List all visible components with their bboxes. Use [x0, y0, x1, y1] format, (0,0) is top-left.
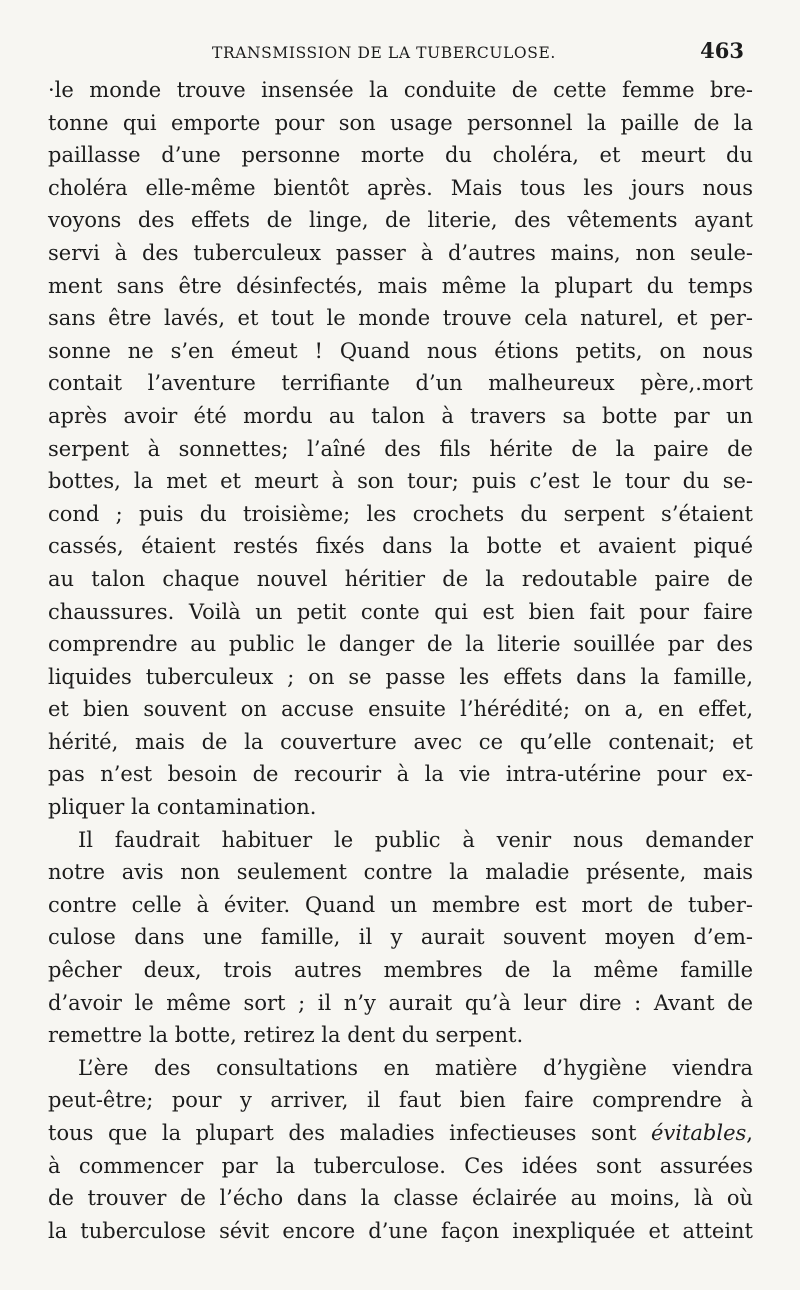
text-line: à commencer par la tuberculose. Ces idées sont assurées — [48, 1153, 753, 1178]
text-line: la tuberculose sévit encore d’une façon inexpliquée et atteint — [48, 1218, 753, 1243]
text-line-with-italic — [48, 1117, 753, 1150]
text-line: bottes, la met et meurt à son tour; puis c’est le tour du se- — [48, 469, 753, 494]
text-line: comprendre au public le danger de la literie souillée par des — [48, 632, 753, 657]
text-line: paillasse d’une personne morte du choléra, et meurt du — [48, 143, 753, 168]
text-line: sans être lavés, et tout le monde trouve cela naturel, et per- — [48, 306, 753, 331]
text-segment: , — [746, 1121, 753, 1145]
text-line: de trouver de l’écho dans la classe éclairée au moins, là où — [48, 1186, 753, 1211]
text-line: après avoir été mordu au talon à travers sa botte par un — [48, 403, 753, 428]
text-line: pêcher deux, trois autres membres de la même famille — [48, 958, 753, 983]
text-line: hérité, mais de la couverture avec ce qu’elle contenait; et — [48, 729, 753, 754]
text-line: contait l’aventure terrifiante d’un malheureux père,.mort — [48, 371, 753, 396]
text-line: servi à des tuberculeux passer à d’autres mains, non seule- — [48, 240, 753, 265]
page-number: 463 — [700, 38, 744, 63]
text-line: tonne qui emporte pour son usage personnel la paille de la — [48, 110, 753, 135]
text-segment: tous que la plupart des maladies infectieuses sont — [48, 1121, 637, 1145]
body-text — [48, 74, 753, 1247]
text-line: notre avis non seulement contre la maladie présente, mais — [48, 860, 753, 885]
text-line: serpent à sonnettes; l’aîné des fils hérite de la paire de — [48, 436, 753, 461]
running-head — [48, 34, 744, 70]
text-line: sonne ne s’en émeut ! Quand nous étions petits, on nous — [48, 338, 753, 363]
italic-word: évitables — [650, 1121, 747, 1145]
text-line: contre celle à éviter. Quand un membre est mort de tuber- — [48, 892, 753, 917]
text-line: d’avoir le même sort ; il n’y aurait qu’à leur dire : Avant de — [48, 990, 753, 1015]
paragraph-start-line: L’ère des consultations en matière d’hygiène viendra — [78, 1055, 753, 1080]
text-line: liquides tuberculeux ; on se passe les effets dans la famille, — [48, 664, 753, 689]
paragraph-end-line: remettre la botte, retirez la dent du serpent. — [48, 1023, 524, 1048]
text-line: ·le monde trouve insensée la conduite de cette femme bre- — [48, 78, 753, 102]
text-line: peut-être; pour y arriver, il faut bien faire comprendre à — [48, 1088, 753, 1113]
text-line: au talon chaque nouvel héritier de la redoutable paire de — [48, 566, 753, 591]
text-line: cassés, étaient restés fixés dans la botte et avaient piqué — [48, 534, 753, 559]
text-line: chaussures. Voilà un petit conte qui est bien fait pour faire — [48, 599, 753, 624]
text-line: culose dans une famille, il y aurait souvent moyen d’em- — [48, 925, 753, 950]
text-line: pas n’est besoin de recourir à la vie intra-utérine pour ex- — [48, 762, 753, 787]
paragraph-end-line: pliquer la contamination. — [48, 795, 317, 820]
text-line: et bien souvent on accuse ensuite l’hérédité; on a, en effet, — [48, 697, 753, 722]
paragraph-start-line: Il faudrait habituer le public à venir nous demander — [78, 827, 753, 852]
running-title: TRANSMISSION DE LA TUBERCULOSE. — [212, 44, 556, 62]
text-line: ment sans être désinfectés, mais même la plupart du temps — [48, 273, 753, 298]
text-line: choléra elle-même bientôt après. Mais tous les jours nous — [48, 175, 753, 200]
text-line: voyons des effets de linge, de literie, des vêtements ayant — [48, 208, 753, 233]
text-line: cond ; puis du troisième; les crochets du serpent s’étaient — [48, 501, 753, 526]
